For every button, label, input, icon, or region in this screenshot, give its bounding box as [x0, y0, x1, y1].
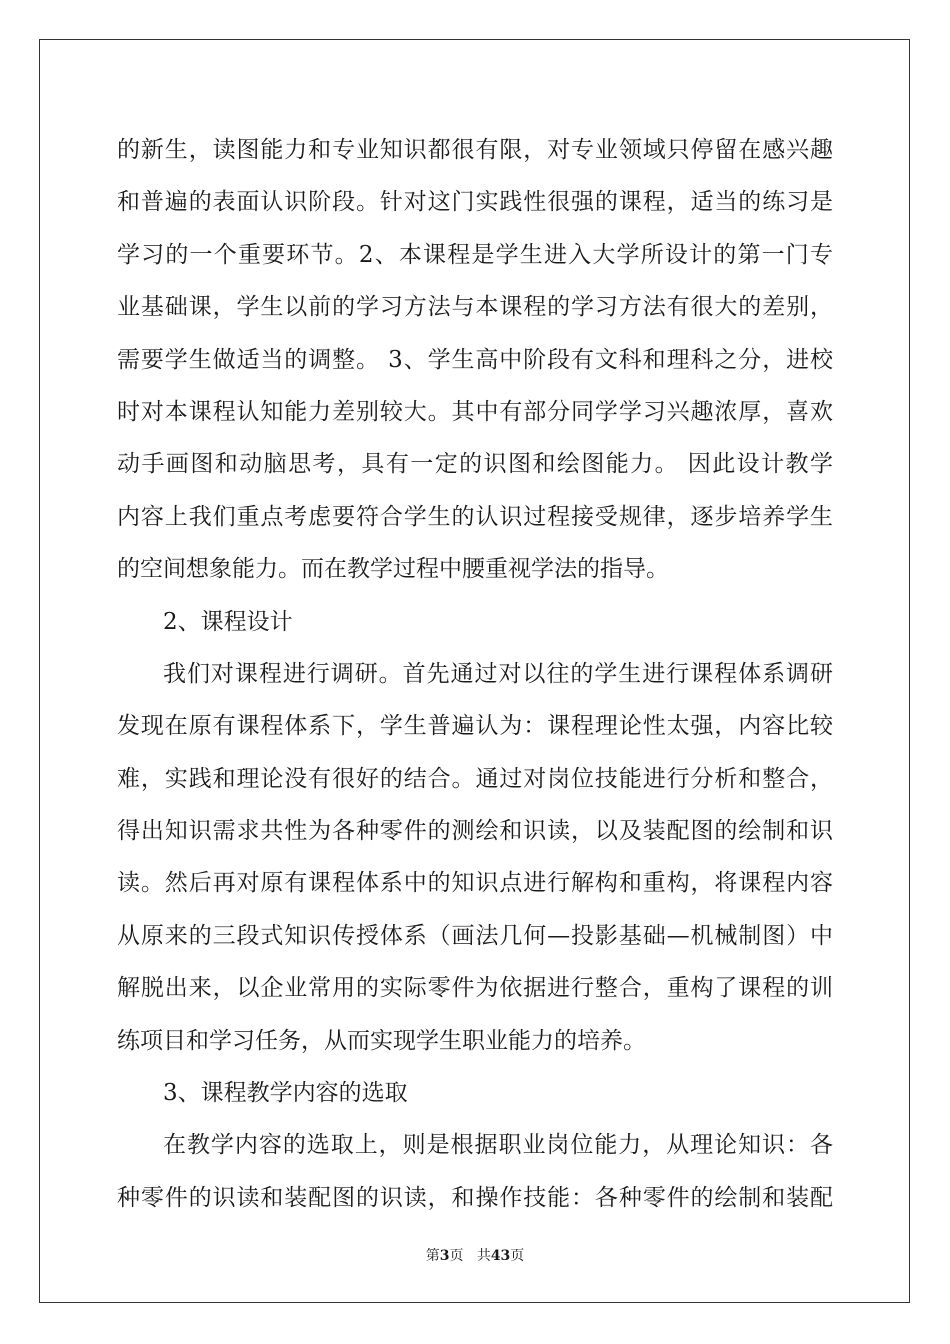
current-page-number: 3: [439, 1248, 450, 1264]
page-footer: [0, 1245, 950, 1265]
text-line: 业基础课，学生以前的学习方法与本课程的学习方法有很大的差别，: [117, 294, 833, 321]
text-line: 解脱出来，以企业常用的实际零件为依据进行整合，重构了课程的训: [117, 975, 833, 1002]
text-line: 练项目和学习任务，从而实现学生职业能力的培养。: [117, 1027, 646, 1054]
text-line: 在教学内容的选取上，则是根据职业岗位能力，从理论知识：各: [163, 1132, 833, 1159]
text-line: 时对本课程认知能力差别较大。其中有部分同学学习兴趣浓厚，喜欢: [117, 398, 833, 425]
text-line: 内容上我们重点考虑要符合学生的认识过程接受规律，逐步培养学生: [117, 503, 833, 530]
footer-total-unit: 页: [510, 1248, 525, 1264]
text-line: 需要学生做适当的调整。 3、学生高中阶段有文科和理科之分，进校: [117, 346, 833, 373]
text-line: 和普遍的表面认识阶段。针对这门实践性很强的课程，适当的练习是: [117, 189, 833, 216]
text-line: 的空间想象能力。而在教学过程中腰重视学法的指导。: [117, 556, 669, 583]
text-line: 动手画图和动脑思考，具有一定的识图和绘图能力。 因此设计教学: [117, 451, 833, 478]
text-line: 从原来的三段式知识传授体系（画法几何—投影基础—机械制图）中: [117, 922, 833, 949]
footer-prefix: 第: [425, 1248, 440, 1264]
text-line: 难，实践和理论没有很好的结合。通过对岗位技能进行分析和整合，: [117, 765, 833, 792]
paragraph-2: [117, 648, 833, 1067]
text-line: 得出知识需求共性为各种零件的测绘和识读，以及装配图的绘制和识: [117, 818, 833, 845]
paragraph-1: [117, 124, 833, 596]
footer-page-unit: 页: [449, 1248, 464, 1264]
paragraph-3: [117, 1119, 833, 1224]
text-line: 种零件的识读和装配图的识读，和操作技能：各种零件的绘制和装配: [117, 1184, 833, 1211]
footer-total-prefix: 共: [476, 1248, 491, 1264]
text-line: 发现在原有课程体系下，学生普遍认为：课程理论性太强，内容比较: [117, 713, 833, 740]
text-line: 学习的一个重要环节。2、本课程是学生进入大学所设计的第一门专: [117, 241, 833, 268]
text-line: 的新生，读图能力和专业知识都很有限，对专业领域只停留在感兴趣: [117, 137, 833, 163]
document-body: [117, 124, 833, 1224]
total-page-count: 43: [490, 1248, 511, 1264]
text-line: 读。然后再对原有课程体系中的知识点进行解构和重构，将课程内容: [117, 870, 833, 897]
section-heading-3: 3、课程教学内容的选取: [163, 1080, 408, 1107]
text-line: 我们对课程进行调研。首先通过对以往的学生进行课程体系调研: [163, 660, 833, 687]
section-heading-2: 2、课程设计: [163, 608, 293, 635]
